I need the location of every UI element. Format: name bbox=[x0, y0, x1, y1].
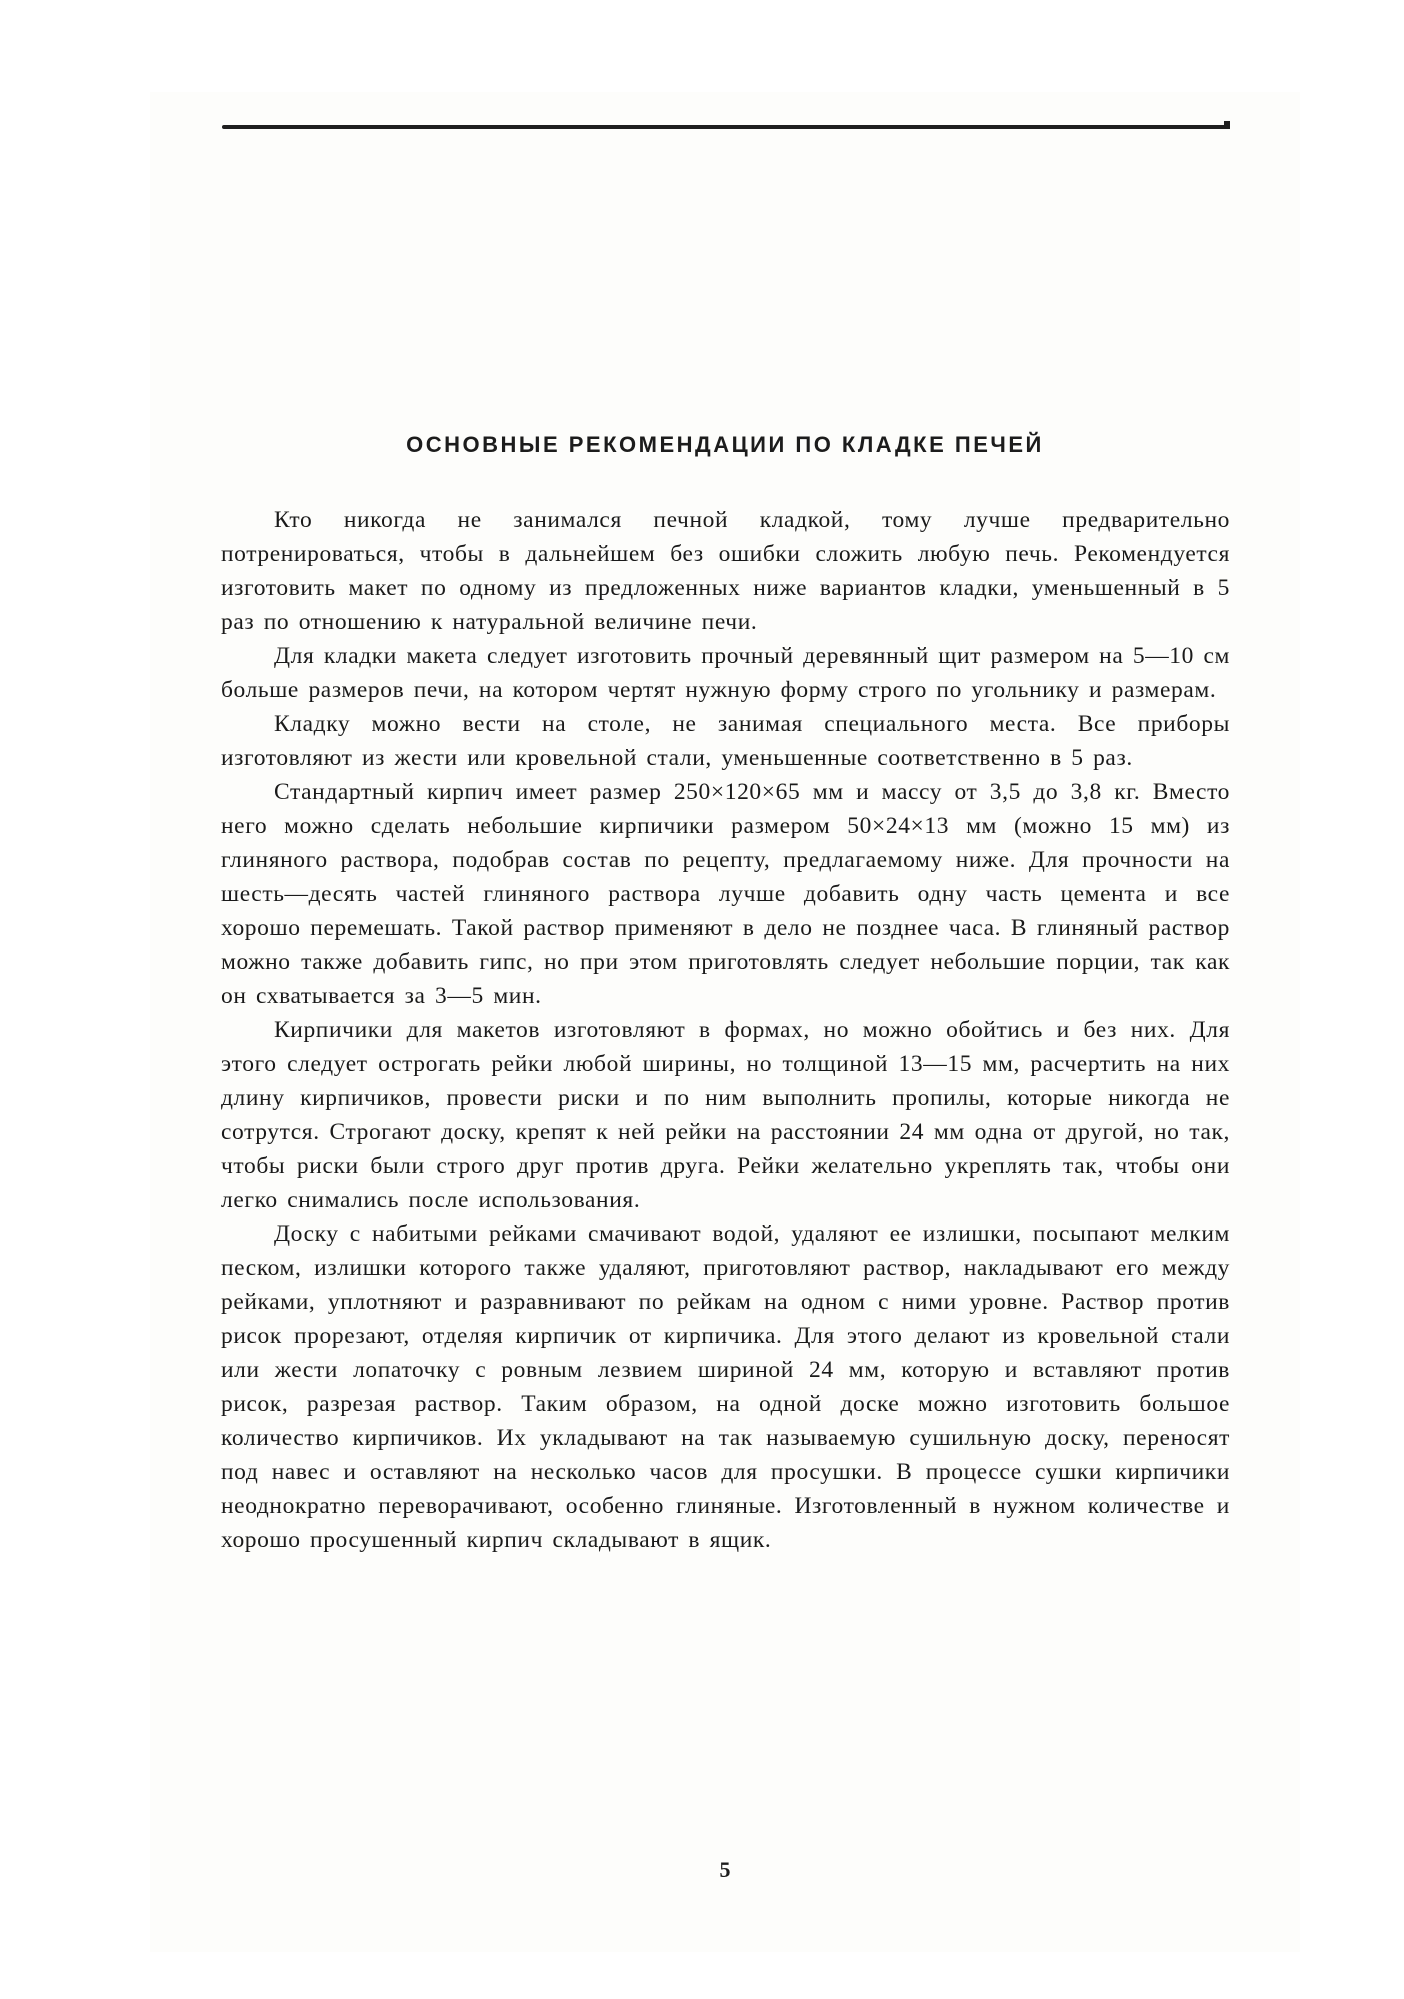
paragraph-6: Доску с набитыми рейками смачивают водой, удаляют ее излишки, посыпают мелким песком, излишки которого также удаляют, приготовляют раствор, накладывают его между рейками, уплотняют и разравнивают по рейкам на одном с ними уровне. Раствор против рисок прорезают, отделяя кирпичик от кирпичика. Для этого делают из кровельной стали или жести лопаточку с ровным лезвием шириной 24 мм, которую и вставляют против рисок, разрезая раствор. Таким образом, на одной доске можно изготовить большое количество кирпичиков. Их укладывают на так называемую сушильную доску, переносят под навес и оставляют на несколько часов для просушки. В процессе сушки кирпичики неоднократно переворачивают, особенно глиняные. Изготовленный в нужном количестве и хорошо просушенный кирпич складывают в ящик. bbox=[221, 1221, 1230, 1553]
paragraph-3: Кладку можно вести на столе, не занимая специального места. Все приборы изготовляют из жести или кровельной стали, уменьшенные соответственно в 5 раз. bbox=[221, 711, 1230, 771]
paragraph-1: Кто никогда не занимался печной кладкой, тому лучше предварительно потренироваться, чтобы в дальнейшем без ошибки сложить любую печь. Рекомендуется изготовить макет по одному из предложенных ниже вариантов кладки, уменьшенный в 5 раз по отношению к натуральной величине печи. bbox=[221, 507, 1230, 635]
paragraph-5: Кирпичики для макетов изготовляют в формах, но можно обойтись и без них. Для этого следует острогать рейки любой ширины, но толщиной 13—15 мм, расчертить на них длину кирпичиков, провести риски и по ним выполнить пропилы, которые никогда не сотрутся. Строгают доску, крепят к ней рейки на расстоянии 24 мм одна от другой, но так, чтобы риски были строго друг против друга. Рейки желательно укреплять так, чтобы они легко снимались после использования. bbox=[221, 1017, 1230, 1213]
header-rule-end bbox=[1224, 121, 1230, 129]
body-text bbox=[221, 503, 1230, 1557]
page-number: 5 bbox=[719, 1857, 731, 1882]
header-rule bbox=[222, 125, 1228, 129]
paragraph-2: Для кладки макета следует изготовить прочный деревянный щит размером на 5—10 см больше размеров печи, на котором чертят нужную форму строго по угольнику и размерам. bbox=[221, 643, 1230, 703]
page-title: ОСНОВНЫЕ РЕКОМЕНДАЦИИ ПО КЛАДКЕ ПЕЧЕЙ bbox=[406, 432, 1044, 457]
paragraph-4: Стандартный кирпич имеет размер 250×120×65 мм и массу от 3,5 до 3,8 кг. Вместо него можно сделать небольшие кирпичики размером 50×24×13 мм (можно 15 мм) из глиняного раствора, подобрав состав по рецепту, предлагаемому ниже. Для прочности на шесть—десять частей глиняного раствора лучше добавить одну часть цемента и все хорошо перемешать. Такой раствор применяют в дело не позднее часа. В глиняный раствор можно также добавить гипс, но при этом приготовлять следует небольшие порции, так как он схватывается за 3—5 мин. bbox=[221, 779, 1230, 1009]
